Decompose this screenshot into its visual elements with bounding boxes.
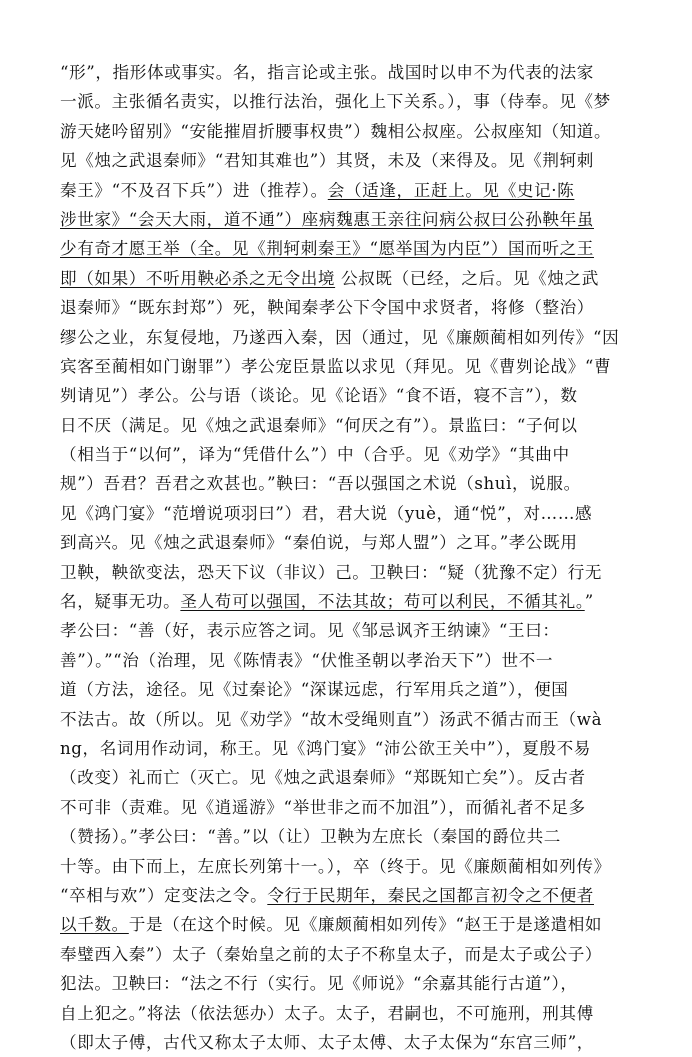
text-line — [60, 146, 644, 175]
text-line — [60, 293, 644, 322]
text-line — [60, 999, 644, 1028]
text-segment: 规”）吾君？吾君之欢甚也。”鞅曰：“吾以强国之术说（shuì，说服。 — [60, 474, 581, 494]
text-line — [60, 763, 644, 792]
text-line — [60, 646, 644, 675]
text-segment: “卒相与欢”）定变法之令。 — [60, 885, 268, 905]
underlined-text: 少有奇才愿王举（全。见《荆轲刺秦王》“愿举国为内臣”）国而听之王 — [60, 239, 594, 259]
text-segment: 日不厌（满足。见《烛之武退秦师》“何厌之有”）。景监曰：“子何以 — [60, 415, 578, 435]
text-line — [60, 87, 644, 116]
text-line — [60, 411, 644, 440]
text-line — [60, 852, 644, 881]
underlined-text: 即（如果）不听用鞅必杀之无令出境 — [60, 268, 336, 288]
text-segment: （即太子傅，古代又称太子太师、太子太傅、太子太保为“东宫三师”， — [60, 1032, 594, 1052]
text-line — [60, 528, 644, 557]
text-segment: 卫鞅，鞅欲变法，恐天下议（非议）己。卫鞅曰：“疑（犹豫不定）行无 — [60, 562, 603, 582]
text-segment: 宾客至蔺相如门谢罪”）孝公宠臣景监以求见（拜见。见《曹刿论战》“曹 — [60, 356, 612, 376]
text-line — [60, 499, 644, 528]
text-segment: 一派。主张循名责实，以推行法治，强化上下关系。），事（侍奉。见《梦 — [60, 92, 611, 112]
text-line — [60, 440, 644, 469]
text-segment: ng，名词用作动词，称王。见《鸿门宴》“沛公欲王关中”），夏殷不易 — [60, 738, 591, 758]
text-segment: 游天姥吟留别》“安能摧眉折腰事权贵”）魏相公叔座。公叔座知（知道。 — [60, 121, 612, 141]
text-line — [60, 381, 644, 410]
underlined-text: 令行于民期年，秦民之国都言初令之不便者 — [267, 885, 594, 905]
text-segment: “形”，指形体或事实。名，指言论或主张。战国时以申不为代表的法家 — [60, 63, 594, 82]
text-line — [60, 234, 644, 263]
text-line — [60, 734, 644, 763]
text-line — [60, 205, 644, 234]
text-segment: （赞扬）。”孝公曰：“善。”以（让）卫鞅为左庶长（秦国的爵位共二 — [60, 827, 561, 847]
text-segment: 孝公曰：“善（好，表示应答之词。见《邹忌讽齐王纳谏》“王曰： — [60, 621, 560, 641]
text-segment: 见《烛之武退秦师》“君知其难也”）其贤，未及（来得及。见《荆轲刺 — [60, 151, 594, 171]
text-segment: 名，疑事无功。 — [60, 592, 181, 612]
text-segment: 刿请见”）孝公。公与语（谈论。见《论语》“食不语，寝不言”），数 — [60, 386, 578, 406]
text-line — [60, 822, 644, 851]
text-line — [60, 176, 644, 205]
text-segment: 犯法。卫鞅曰：“法之不行（实行。见《师说》“余嘉其能行古道”）， — [60, 974, 578, 994]
text-line — [60, 1028, 644, 1057]
text-line — [60, 881, 644, 910]
underlined-text: 涉世家》“会天大雨，道不通”）座病魏惠王亲往问病公叔曰公孙鞅年虽 — [60, 209, 594, 229]
text-segment: 奉璧西入秦”）太子（秦始皇之前的太子不称皇太子，而是太子或公子） — [60, 944, 603, 964]
text-segment: 十等。由下而上，左庶长列第十一。），卒（终于。见《廉颇蔺相如列传》 — [60, 856, 611, 876]
text-segment: （改变）礼而亡（灭亡。见《烛之武退秦师》“郑既知亡矣”）。反古者 — [60, 768, 586, 788]
text-segment: 公叔既（已经，之后。见《烛之武 — [335, 268, 599, 288]
text-segment: 退秦师》“既东封郑”）死，鞅闻秦孝公下令国中求贤者，将修（整治） — [60, 298, 594, 318]
text-line — [60, 969, 644, 998]
text-line — [60, 910, 644, 939]
text-line — [60, 58, 644, 87]
text-segment: 于是（在这个时候。见《廉颇蔺相如列传》“赵王于是遂遣相如 — [128, 915, 603, 935]
text-line — [60, 793, 644, 822]
text-line — [60, 558, 644, 587]
text-segment: 到高兴。见《烛之武退秦师》“秦伯说，与郑人盟”）之耳。”孝公既用 — [60, 533, 578, 553]
text-line — [60, 469, 644, 498]
text-segment: 秦王》“不及召下兵”）进（推荐）。 — [60, 180, 328, 200]
text-segment: 善”）。”“治（治理，见《陈情表》“伏惟圣朝以孝治天下”）世不一 — [60, 650, 554, 670]
text-line — [60, 323, 644, 352]
text-segment: （相当于“以何”，译为“凭借什么”）中（合乎。见《劝学》“其曲中 — [60, 445, 570, 465]
text-segment: ” — [584, 592, 594, 612]
annotated-classical-text — [60, 58, 644, 1057]
text-line — [60, 675, 644, 704]
text-line — [60, 616, 644, 645]
underlined-text: 会（适逢，正赶上。见《史记·陈 — [327, 180, 575, 200]
text-segment: 自上犯之。”将法（依法惩办）太子。太子，君嗣也，不可施刑，刑其傅 — [60, 1003, 594, 1023]
underlined-text: 以千数。 — [60, 915, 129, 935]
text-line — [60, 705, 644, 734]
text-line — [60, 352, 644, 381]
text-line — [60, 587, 644, 616]
text-line — [60, 264, 644, 293]
text-line — [60, 117, 644, 146]
text-segment: 缪公之业，东复侵地，乃遂西入秦，因（通过，见《廉颇蔺相如列传》“因 — [60, 327, 620, 347]
text-segment: 见《鸿门宴》“范增说项羽曰”）君，君大说（yuè，通“悦”，对……感 — [60, 503, 593, 523]
text-segment: 不可非（责难。见《逍遥游》“举世非之而不加沮”），而循礼者不足多 — [60, 797, 586, 817]
text-segment: 不法古。故（所以。见《劝学》“故木受绳则直”）汤武不循古而王（wà — [60, 709, 603, 729]
text-segment: 道（方法，途径。见《过秦论》“深谋远虑，行军用兵之道”），便国 — [60, 680, 569, 700]
text-line — [60, 940, 644, 969]
underlined-text: 圣人苟可以强国，不法其故；苟可以利民，不循其礼。 — [180, 592, 585, 612]
